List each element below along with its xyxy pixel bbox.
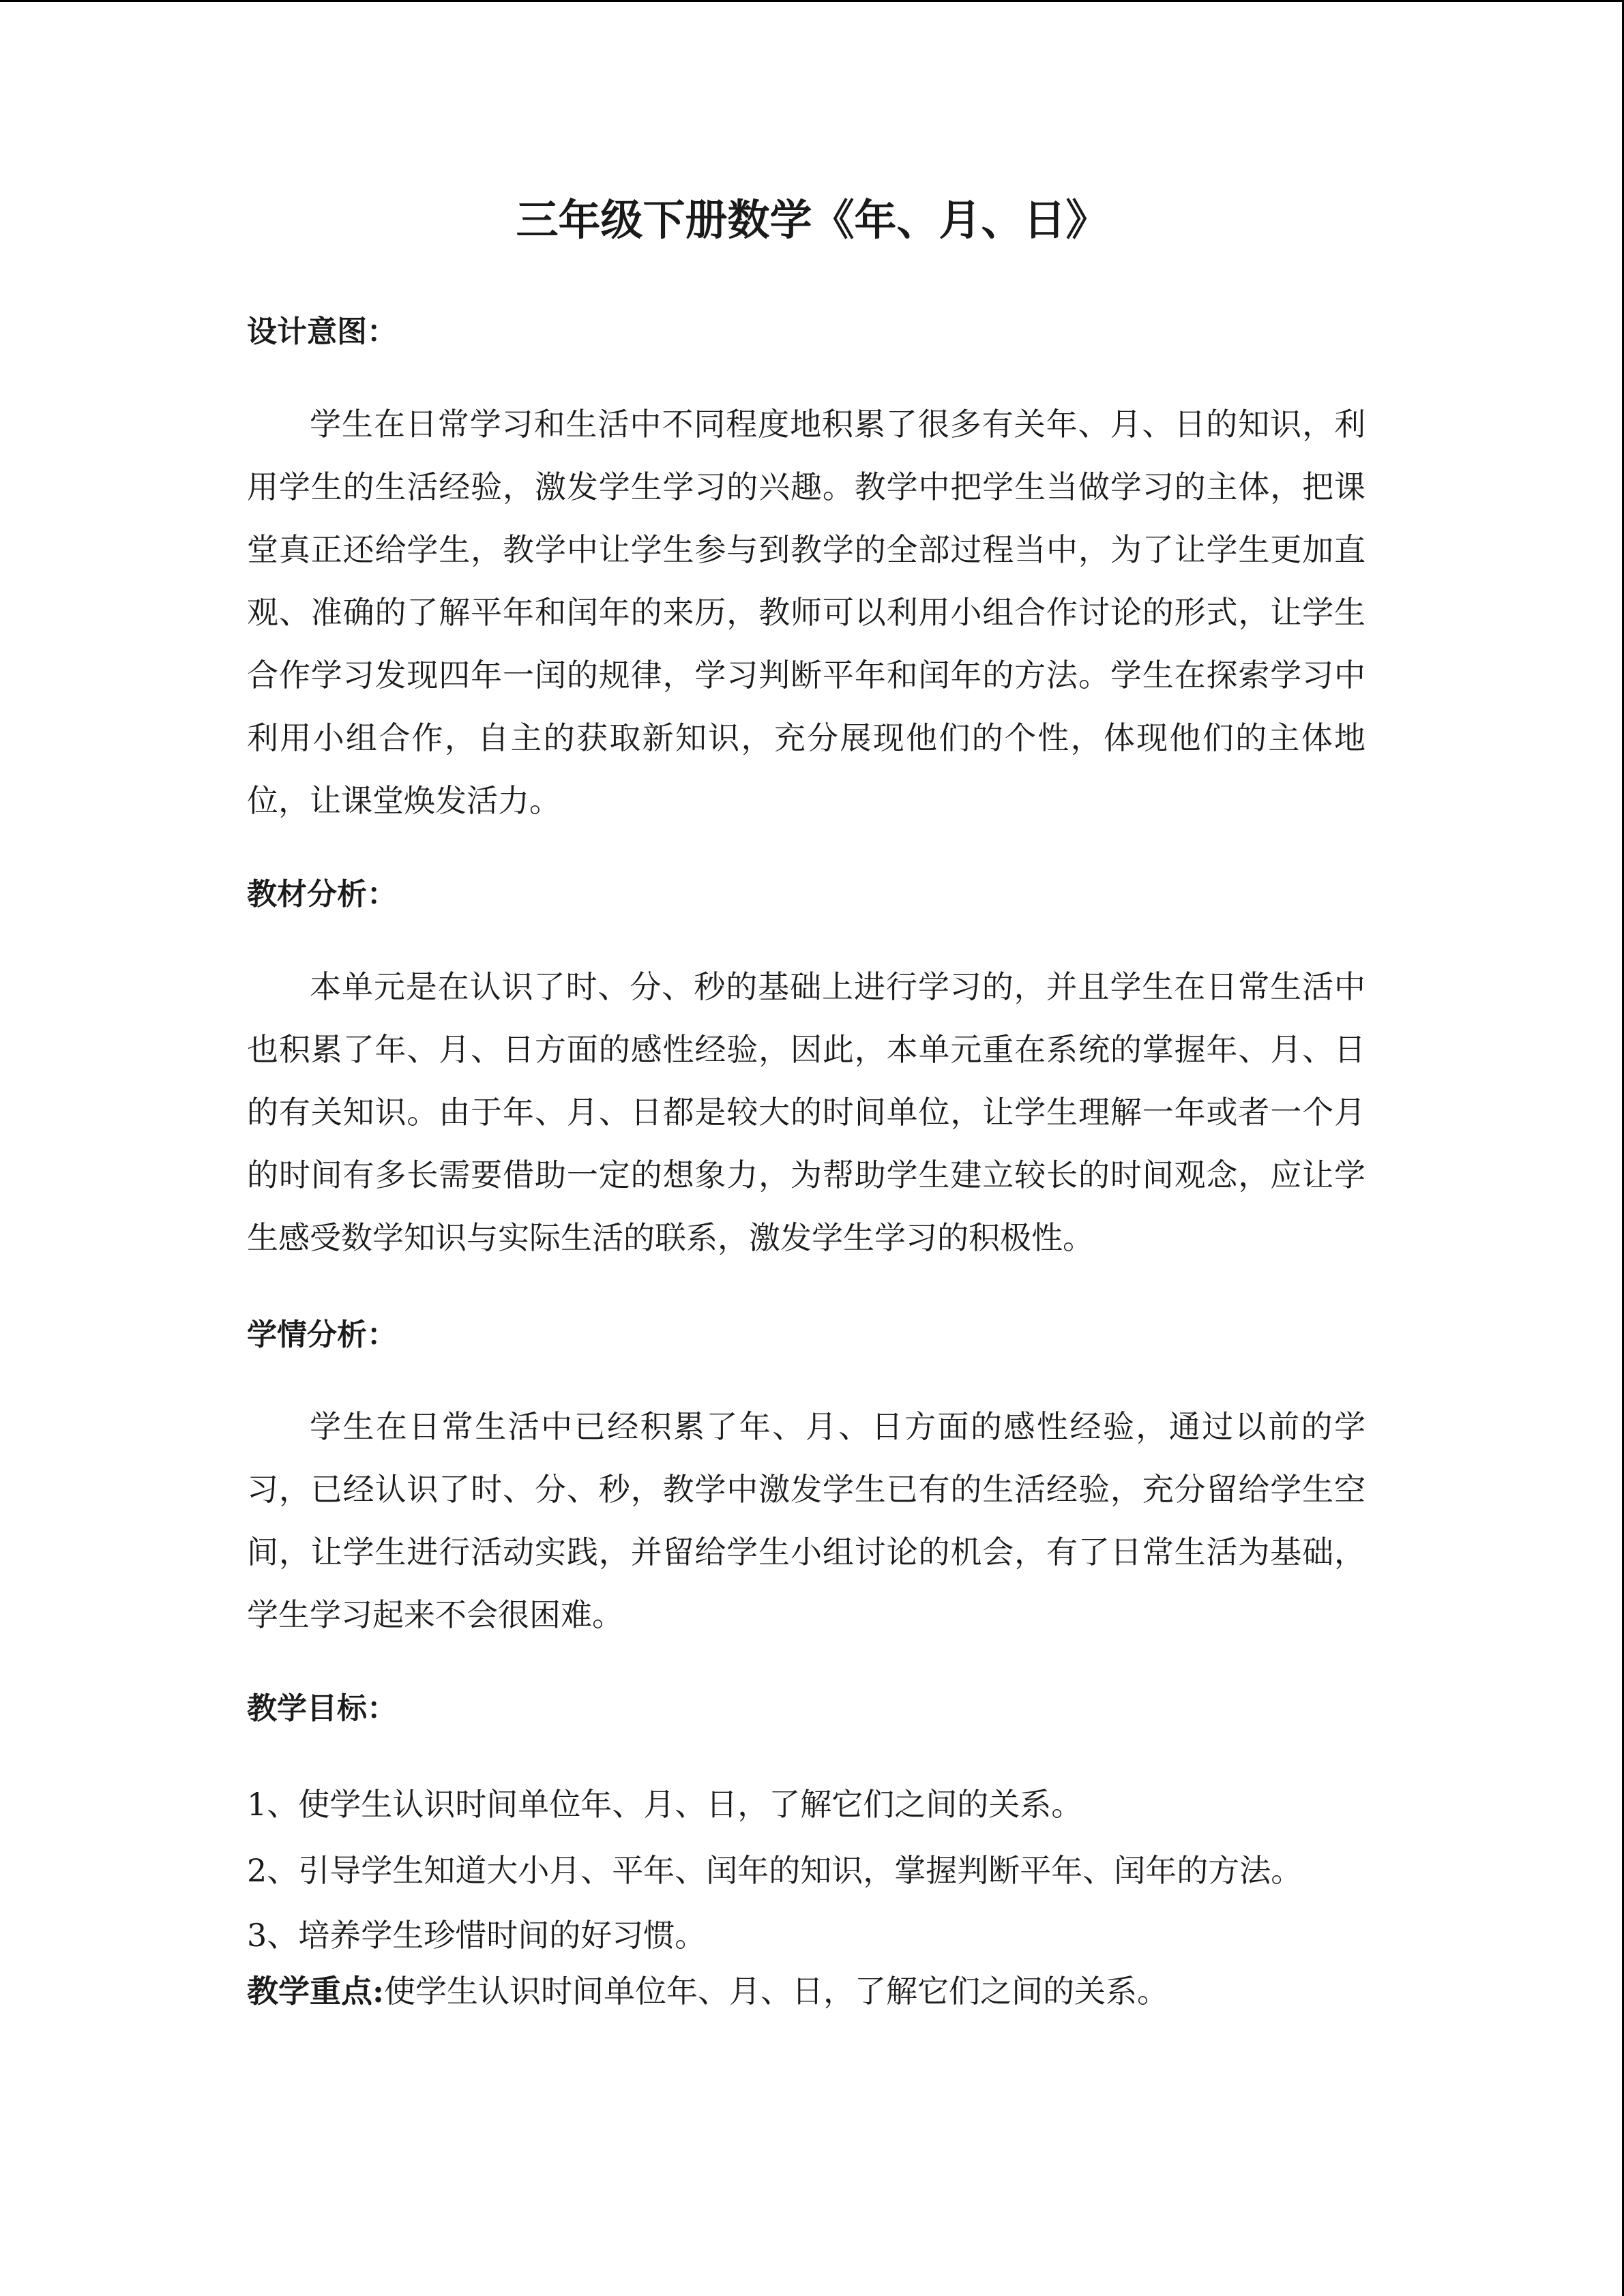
material-analysis-heading: 教材分析：	[247, 877, 397, 912]
teaching-goal-item: 3、培养学生珍惜时间的好习惯。	[247, 1917, 707, 1954]
design-intent-paragraph: 学生在日常学习和生活中不同程度地积累了很多有关年、月、日的知识，利用学生的生活经验，激发学生学习的兴趣。教学中把学生当做学习的主体，把课堂真正还给学生，教学中让学生参与到教学的全部过程当中，为了让学生更加直观、准确的了解平年和闰年的来历，教师可以利用小组合作讨论的形式，让学生合作学习发现四年一闰的规律，学习判断平年和闰年的方法。学生在探索学习中利用小组合作，自主的获取新知识，充分展现他们的个性，体现他们的主体地位，让课堂焕发活力。	[247, 406, 1365, 819]
teaching-goals-heading: 教学目标：	[247, 1691, 397, 1726]
teaching-goal-item: 2、引导学生知道大小月、平年、闰年的知识，掌握判断平年、闰年的方法。	[247, 1852, 1303, 1889]
page-title: 三年级下册数学《年、月、日》	[516, 195, 1108, 245]
teaching-goal-item: 1、使学生认识时间单位年、月、日，了解它们之间的关系。	[247, 1786, 1083, 1823]
student-analysis-heading: 学情分析：	[247, 1317, 397, 1352]
material-analysis-paragraph: 本单元是在认识了时、分、秒的基础上进行学习的，并且学生在日常生活中也积累了年、月、日方面的感性经验，因此，本单元重在系统的掌握年、月、日的有关知识。由于年、月、日都是较大的时间单位，让学生理解一年或者一个月的时间有多长需要借助一定的想象力，为帮助学生建立较长的时间观念，应让学生感受数学知识与实际生活的联系，激发学生学习的积极性。	[247, 968, 1365, 1256]
key-point-text: 使学生认识时间单位年、月、日，了解它们之间的关系。	[383, 1973, 1168, 2010]
key-point-label: 教学重点:	[247, 1973, 384, 2010]
key-point-line	[247, 1971, 1393, 2012]
design-intent-heading: 设计意图：	[247, 314, 397, 349]
student-analysis-paragraph: 学生在日常生活中已经积累了年、月、日方面的感性经验，通过以前的学习，已经认识了时、分、秒，教学中激发学生已有的生活经验，充分留给学生空间，让学生进行活动实践，并留给学生小组讨论的机会，有了日常生活为基础，学生学习起来不会很困难。	[247, 1408, 1365, 1633]
